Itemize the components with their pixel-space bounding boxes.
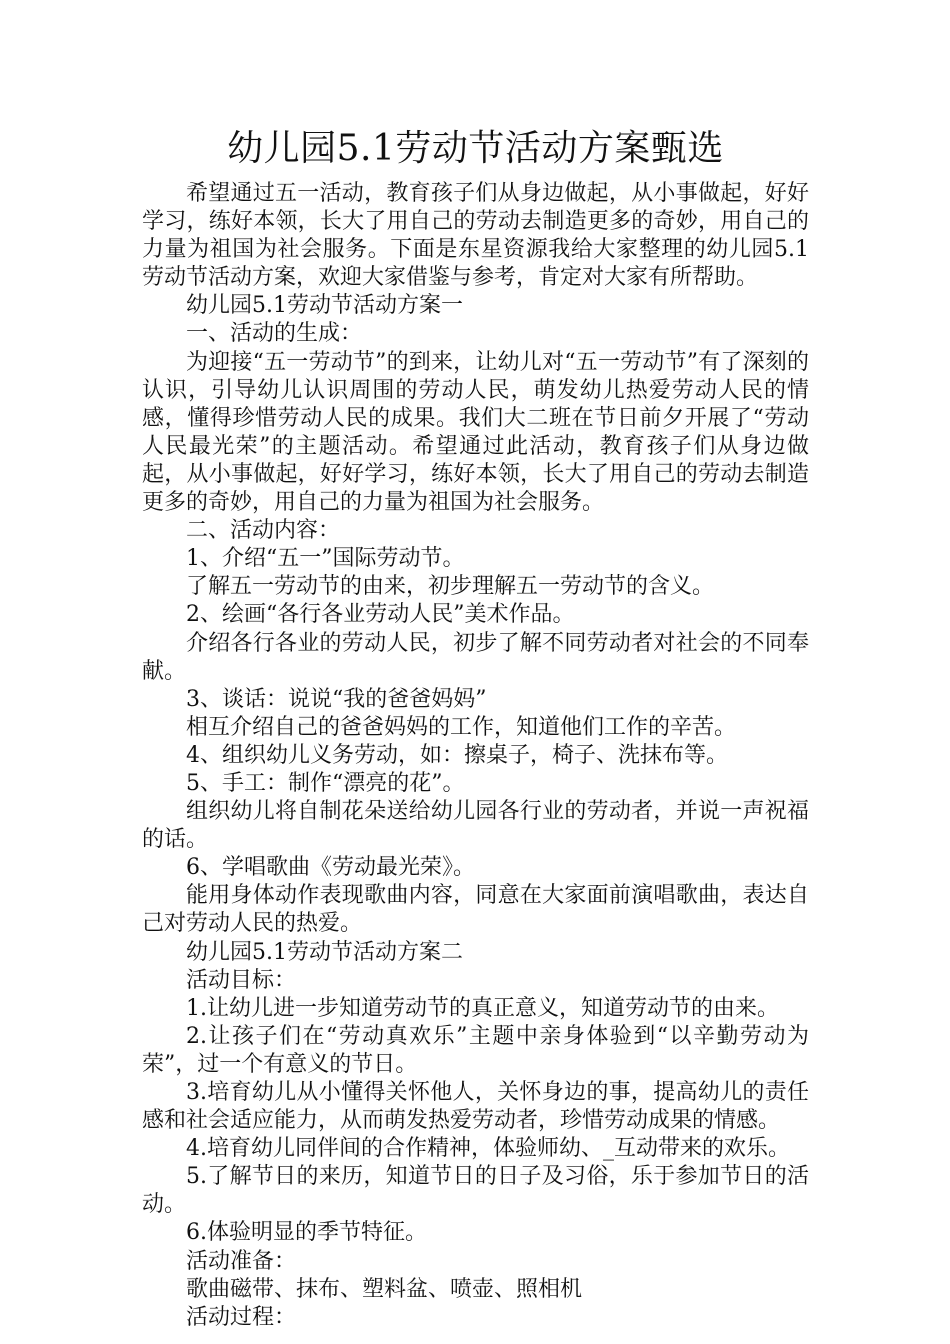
section-heading: 一、活动的生成： [186, 321, 363, 347]
body-paragraph: 介绍各行各业的劳动人民，初步了解不同劳动者对社会的不同奉献。 [142, 630, 809, 684]
body-paragraph: 相互介绍自己的爸爸妈妈的工作，知道他们工作的辛苦。 [186, 714, 737, 740]
list-item: 5、手工：制作“漂亮的花”。 [186, 770, 465, 796]
list-item: 2、绘画“各行各业劳动人民”美术作品。 [186, 602, 575, 628]
section-heading: 活动目标： [186, 967, 297, 993]
plan-two-heading: 幼儿园5.1劳动节活动方案二 [186, 939, 463, 965]
list-item: 2.让孩子们在“劳动真欢乐”主题中亲身体验到“以辛勤劳动为荣”，过一个有意义的节日。 [142, 1023, 809, 1077]
list-item: 3、谈话：说说“我的爸爸妈妈” [186, 686, 487, 712]
section-heading: 活动过程： [186, 1304, 297, 1330]
body-paragraph: 能用身体动作表现歌曲内容，同意在大家面前演唱歌曲，表达自己对劳动人民的热爱。 [142, 883, 809, 937]
list-item: 6、学唱歌曲《劳动最光荣》。 [186, 855, 475, 881]
body-paragraph: 为迎接“五一劳动节”的到来，让幼儿对“五一劳动节”有了深刻的认识，引导幼儿认识周围的劳动人民，萌发幼儿热爱劳动人民的情感，懂得珍惜劳动人民的成果。我们大二班在节日前夕开展了“劳动人民最光荣”的主题活动。希望通过此活动，教育孩子们从身边做起，从小事做起，好好学习，练好本领，长大了用自己的劳动去制造更多的奇妙，用自己的力量为祖国为社会服务。 [142, 349, 809, 516]
intro-paragraph: 希望通过五一活动，教育孩子们从身边做起，从小事做起，好好学习，练好本领，长大了用自己的劳动去制造更多的奇妙，用自己的力量为祖国为社会服务。下面是东星资源我给大家整理的幼儿园5.1劳动节活动方案，欢迎大家借鉴与参考，肯定对大家有所帮助。 [142, 181, 809, 291]
plan-one-heading: 幼儿园5.1劳动节活动方案一 [186, 293, 463, 319]
list-item: 4.培育幼儿同伴间的合作精神，体验师幼、_互动带来的欢乐。 [186, 1136, 790, 1162]
body-paragraph: 组织幼儿将自制花朵送给幼儿园各行业的劳动者，并说一声祝福的话。 [142, 799, 809, 853]
list-item: 5.了解节日的来历，知道节日的日子及习俗，乐于参加节日的活动。 [142, 1164, 809, 1218]
body-paragraph: 歌曲磁带、抹布、塑料盆、喷壶、照相机 [186, 1276, 583, 1302]
section-heading: 活动准备： [186, 1248, 297, 1274]
list-item: 1.让幼儿进一步知道劳动节的真正意义，知道劳动节的由来。 [186, 995, 779, 1021]
document-page [142, 124, 809, 1332]
section-heading: 二、活动内容： [186, 518, 341, 544]
list-item: 4、组织幼儿义务劳动，如：擦桌子，椅子、洗抹布等。 [186, 742, 728, 768]
document-title: 幼儿园5.1劳动节活动方案甄选 [227, 128, 724, 169]
document-body [142, 180, 809, 1332]
body-paragraph: 了解五一劳动节的由来，初步理解五一劳动节的含义。 [186, 574, 715, 600]
list-item: 6.体验明显的季节特征。 [186, 1220, 427, 1246]
list-item: 1、介绍“五一”国际劳动节。 [186, 546, 465, 572]
list-item: 3.培育幼儿从小懂得关怀他人，关怀身边的事，提高幼儿的责任感和社会适应能力，从而萌发热爱劳动者，珍惜劳动成果的情感。 [142, 1080, 809, 1134]
